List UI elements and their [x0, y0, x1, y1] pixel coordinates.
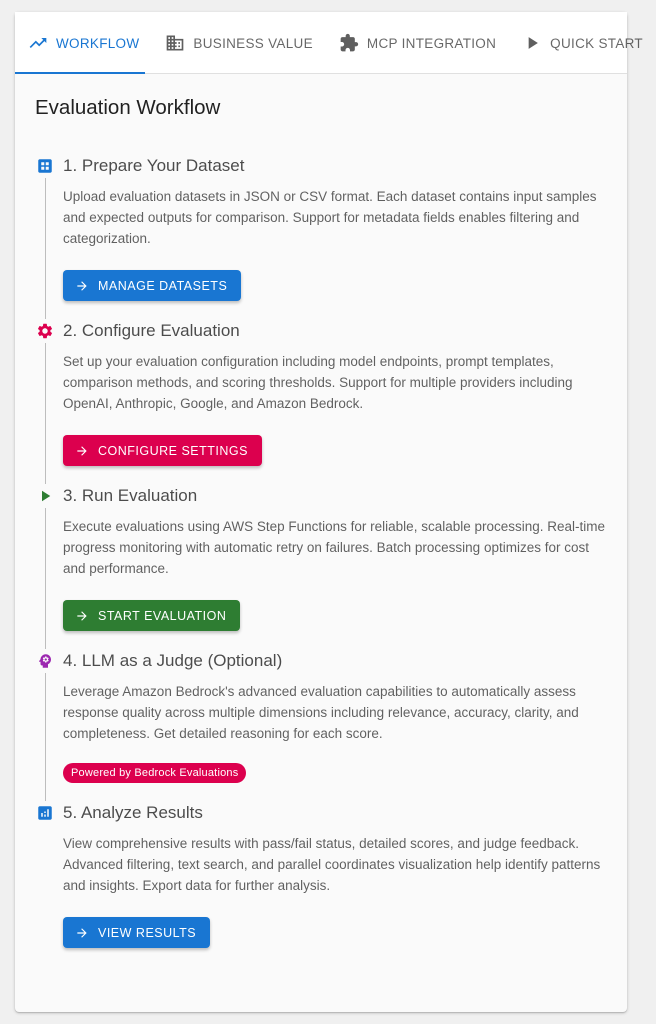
- step-title: 4. LLM as a Judge (Optional): [63, 651, 283, 670]
- step-title: 1. Prepare Your Dataset: [63, 156, 245, 175]
- step-title: 2. Configure Evaluation: [63, 321, 240, 340]
- tab-workflow[interactable]: [15, 12, 152, 74]
- step-description: Leverage Amazon Bedrock's advanced evaluation capabilities to automatically assess response quality across multiple dimensions including relevance, accuracy, clarity, and completeness. Get detailed reasoning for each score.: [63, 684, 579, 741]
- step-run-evaluation: [35, 484, 607, 649]
- step-description: Set up your evaluation configuration including model endpoints, prompt templates, comparison methods, and scoring thresholds. Support for multiple providers including OpenAI, Anthropic, Google, and Amazon Bedrock.: [63, 354, 573, 411]
- tab-label: MCP INTEGRATION: [366, 35, 497, 51]
- step-title: 3. Run Evaluation: [63, 486, 198, 505]
- step-description: Execute evaluations using AWS Step Functions for reliable, scalable processing. Real-time progress monitoring with automatic retry on failures. Batch processing optimizes for cost and performance.: [63, 519, 606, 576]
- view-results-button[interactable]: [63, 917, 210, 948]
- step-body: [45, 673, 607, 801]
- button-label: CONFIGURE SETTINGS: [98, 443, 248, 458]
- step-header: [35, 801, 607, 825]
- start-evaluation-button[interactable]: [63, 600, 240, 631]
- trending-up-icon: [28, 33, 48, 53]
- manage-datasets-button[interactable]: [63, 270, 241, 301]
- tab-label: BUSINESS VALUE: [193, 35, 313, 51]
- step-description: View comprehensive results with pass/fail status, detailed scores, and judge feedback. Advanced filtering, text search, and parallel coordinates visualization help identify patterns and insights. Export data for further analysis.: [63, 836, 601, 893]
- step-body: [45, 825, 607, 966]
- page-title: Evaluation Workflow: [35, 96, 221, 119]
- puzzle-icon: [339, 33, 359, 53]
- bedrock-evaluations-badge: Powered by Bedrock Evaluations: [63, 763, 246, 783]
- button-label: START EVALUATION: [98, 608, 227, 623]
- business-icon: [165, 33, 185, 53]
- play-icon: [36, 487, 54, 505]
- workflow-content: [15, 74, 627, 966]
- arrow-forward-icon: [75, 609, 89, 623]
- step-header: [35, 319, 607, 343]
- arrow-forward-icon: [75, 444, 89, 458]
- step-title: 5. Analyze Results: [63, 803, 203, 822]
- active-tab-indicator: [15, 72, 145, 74]
- configure-settings-button[interactable]: [63, 435, 262, 466]
- tab-business-value[interactable]: [152, 12, 326, 74]
- step-header: [35, 649, 607, 673]
- play-icon: [522, 33, 542, 53]
- step-llm-judge: [35, 649, 607, 801]
- button-label: MANAGE DATASETS: [98, 278, 228, 293]
- step-header: [35, 484, 607, 508]
- workflow-card: [15, 12, 643, 1012]
- dataset-icon: [36, 157, 54, 175]
- arrow-forward-icon: [75, 926, 89, 940]
- step-configure-evaluation: [35, 319, 607, 484]
- tab-label: QUICK START: [550, 35, 643, 51]
- step-body: [45, 343, 607, 484]
- tab-label: WORKFLOW: [56, 35, 140, 51]
- tab-mcp-integration[interactable]: [326, 12, 509, 74]
- step-body: [45, 178, 607, 319]
- step-body: [45, 508, 607, 649]
- step-prepare-dataset: [35, 154, 607, 319]
- button-label: VIEW RESULTS: [98, 925, 197, 940]
- psychology-icon: [36, 652, 54, 670]
- settings-icon: [36, 322, 54, 340]
- step-header: [35, 154, 607, 178]
- step-description: Upload evaluation datasets in JSON or CSV format. Each dataset contains input samples and expected outputs for comparison. Support for metadata fields enables filtering and categorization.: [63, 189, 597, 246]
- analytics-icon: [36, 804, 54, 822]
- tab-quick-start[interactable]: [509, 12, 656, 74]
- arrow-forward-icon: [75, 279, 89, 293]
- tab-bar: [15, 12, 643, 74]
- step-analyze-results: [35, 801, 607, 966]
